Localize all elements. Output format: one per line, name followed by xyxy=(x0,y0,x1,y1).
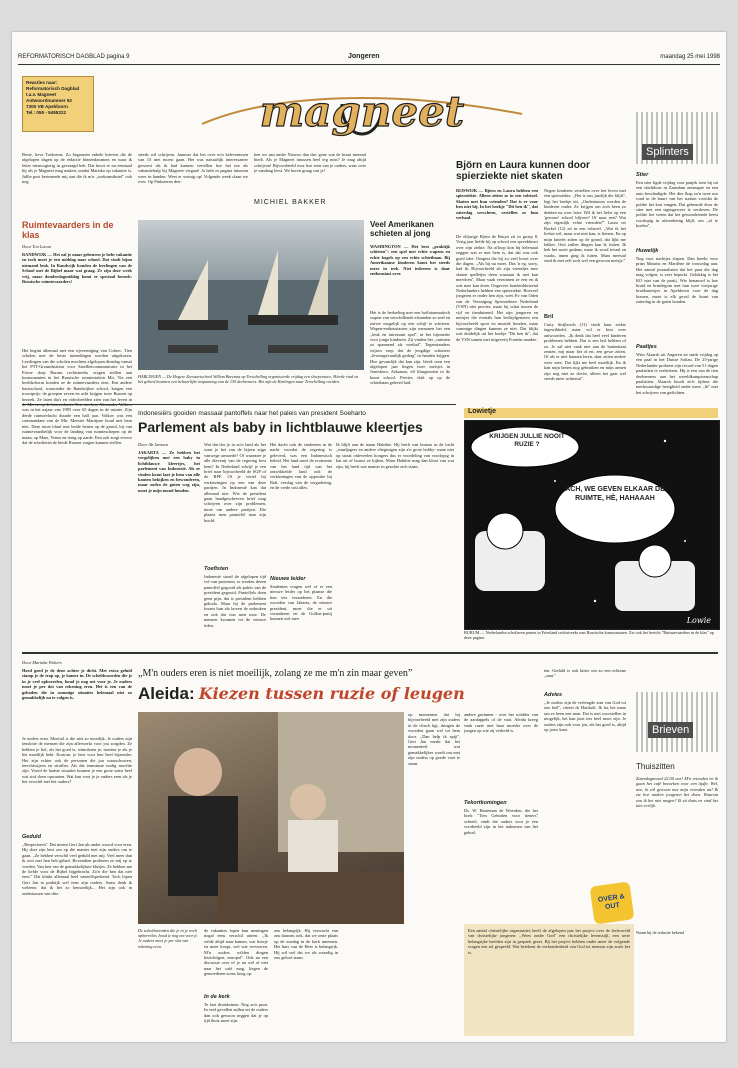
project-box xyxy=(464,924,634,1036)
aleida-title-rest: Kiezen tussen ruzie of leugen xyxy=(198,684,465,703)
divider-mid xyxy=(22,652,718,654)
lowietje-bar xyxy=(464,408,718,418)
tekort-body: Ds. W. Harteman de Woerden, die het boek ''Tien Geboden voor tieners'' schreef, vindt dat ouders voor je een voorbeeld zijn in het nakomen van het gebod. xyxy=(464,808,538,835)
bjorn-body: De elfjarige Björn de Bruyn zit in groep 8. Vorig jaar liefde hij op school een spreekbeurt over zijn ziekte. Na afloop kon hij helemaal zeggen wat er met hem is, dat dat was ook goed idee. Omgest die hij zo veel hoort over die dagen, ,,Als hij nu moet. Dus 'n eg, sorry, had ik. Bijvoorbeeld als zijn vriendjes mee skaten spelletjes doen waaraan ik niet kan meedoen'', Maar vaak verzinnen ze een en ik ook mee kan doen. Ongeveer honderdduizend Nederlanders hebben een spierziekte. Hoeveel jongeren er onder hen zijn, weet Ev van Oden van de Vereniging Spierziekten Nederland (VSN) niet precies, maar hij schat tussen de vijf en tienduizend. Het zijn jongeren en meisjes die evenals hun leeftijdgenoten een bijvoorbeeld sport en muziek houden, maar sommige dingen kunnen ze niet. Dat blijkt ook duidelijk uit het boekje ''Dit ben ik'', dat de VSN samen met uitgeverij Fontein maakte. xyxy=(456,234,538,342)
intro-col-1: Beste, lieve Toekomst. Zo begonnen enkele brieven die de afgelopen dagen op de redactie binnenkwamen en waar ik letter nieuwsgierig in gevraagd heb. Dat hoort er nu eenmaal bij als je Magneet mag maken, omdat Mariska op vakantie is. Jullie post berinnerde mij aan die ik m'n ,,toekomstbrief'' ook nog xyxy=(22,152,132,185)
aleida-col5: op momenten dat hij bijvoorbeeld met zijn ouders in de clinch ligt, dringen de woorden gaan wel tot hem door. ,,Dan help ik spijt''. Gert Jan merkt dat het momenteel wat gemakkelijker wordt om met zijn ouders op goede voet te staan. xyxy=(408,712,460,766)
ruimte-title: Ruimtevaarders in de klas xyxy=(22,220,114,240)
leider-body: Studenten vragen wel of er een nieuwe leider op het plaatse die hun iets veranderen. En die woorden van Jakarta, de nieuwe president, moet die er uit veranderen en de Golkar-partij kunnen wel mee. xyxy=(270,584,332,622)
ruimte-byline: Door Ton Lacau xyxy=(22,244,51,249)
advies-title: Advies xyxy=(544,692,563,698)
sloepenrace-caption: HARLINGEN — De Hogere Zeevaartschool Willem Barentsz op Terschelling organiseerde vrijdag een sloepenrace. Hierde vind en het gebied kwamen een behoorlijke inspanning van de 130 deelnemers. Het zijn de Harlingen naar Terschelling roeiden. xyxy=(138,374,359,385)
advies-body: ,,Je ouders zijn de verlengde arm van God tot ons heil'', citeert ds Hartkolt. Ik las het maar om ze heen een man. Dat is niet voorstellen in mogelijk, het kan juist iets heel mooi zijn. Je ouders zijn ook voor jou, als het goed is, altijd op jouw kant. xyxy=(544,700,626,733)
header-section: Jongeren xyxy=(348,53,380,60)
thuiszitten-title: Thuiszitten xyxy=(636,762,675,771)
leider-title: Nieuwe leider xyxy=(270,576,306,582)
sloepenrace-illustration xyxy=(138,220,364,370)
parlement-col5: Ik blijft aan de naam Habibie. Hij heeft van bosnas in de lucht ,,maaljagers en andere vliegtuigen zijn z'n grote hobby- maar niet op straat onleveelen hongers dus er voordeling van voorlopig in kat uit of bouwt ze kijken. Maar Habibie mag dan kloot van wat zijn, hij heeft wat manier in geachte zich staan. xyxy=(336,442,454,469)
header-left: REFORMATORISCH DAGBLAD pagina 9 xyxy=(18,54,130,60)
aleida-photo-illustration xyxy=(138,712,404,924)
reacties-line: 7300 VB Apeldoorn xyxy=(26,104,68,109)
bril-body: Cutty Strijbosch (11) vindt haar ziekte ingewikkeld, maar wil er best over antwoorden. ,,Ik denk dat heel veel kinderen problemen hebben. Dat is een bril hebben of zo. Je zal niet vaak niet aan de buitenkant zeuten, mij maar het of en, zen gewe zitten. Of als er niet kunnen leren, daar zitten andere weer mee. Dat lijkt me heel moeilijk. En ik kan mijn benen nog gebruiken en mijn armen zijn nog niet zo slecht, alleen het gaat wel steeds meer achteruit''. xyxy=(544,322,626,382)
aleida-photo xyxy=(138,712,404,924)
geduld-title: Geduld xyxy=(22,834,41,840)
bjorn-title: Björn en Laura kunnen door spierziekte niet skaten xyxy=(456,160,590,182)
parlement-byline: Door Ab Janssen xyxy=(138,442,169,447)
reacties-box xyxy=(22,76,94,132)
brieven-note: Naam bij de redactie bekend xyxy=(636,930,684,935)
cartoon-drawing xyxy=(465,421,719,629)
logo-text: magneet xyxy=(259,87,465,136)
aleida-col7: ten. Geduld is ook bitter om zo een echtone ,,zaat.'' xyxy=(544,668,626,679)
over-out-text: OVER & OUT xyxy=(597,893,626,911)
cartoon-signature: Lowie xyxy=(686,616,711,625)
divider-top xyxy=(22,404,456,405)
parlement-col3: Indonesië stond de afgelopen tijd vol van protesten, er werden dezen pantoffel gegooid als paleis van de president gegooid, Pantoffels doen geen pijn, dat is president hebben gekoda. Maar bij de parlement kwam hun als boven de nobroken en ook dat was men moe. De mensen kwamen tot de nieuwe tiden. xyxy=(204,574,266,628)
aleida-col6: andere gezinnen - over het schilder van de aardappels of de vaat. Aleida kreeg vaak ruzie met haar moeder over de jongen op wie zij verliefd is. xyxy=(464,712,538,734)
kerk-title: In de kerk xyxy=(204,994,230,1000)
reacties-line: Antwoordnummer 92 xyxy=(26,98,72,103)
tekort-title: Tekortkomingen xyxy=(464,800,507,806)
bubble-2: ACH, WE GEVEN ELKAAR DE RUIMTE, HÈ, HAHAAAH xyxy=(565,486,665,502)
huwelijk-body: Nog voor nachtjes slapen. Dan breekt voor prins Maurits en Marilène de trouwdag aan. Het aantal journalisten dat het paar die dag mag volgen, is zeer beperkt. Gelukkig is het KO niet van de partij. Wie benauwd is hoe bruid en bruidegom met hun twee vierjarige bruidsmeisjes in Apeldoorn voor de dag komen, moet is elk geval de krant van zaterdag in de gaten houden. xyxy=(636,256,718,305)
ruimte-lead: RANDWIJK — Het zal je maar gebeuren je hebt vakantie en toch moet je een middag naar school. Dat vindt bijna niemand leuk. In Randwijk konden de leerlingen van de School met de Bijbel maar wat graag. Ze zijn deze week vrij, maar donderdagmiddag komt er speciaal bezoek: Russische ruimtevaarders! xyxy=(22,252,132,285)
brieven-body: Zaterdagavond 22.00 uur! M'n vrienden en ik gaan het café bezoeken voor een tijdje. Wel, nee, ik wil gewoon met mijn vrienden uit! Ik zie hoe andere jongeren het doen. Waarom zou ik het niet mogen? Ik zit thuis en vind het niet eerlijk. xyxy=(636,776,718,809)
ruimte-body: Het begint allemaal met een rijvereniging van Cobrec. Tien scholen met de beste inzendingen worden uitgekozen. Leerlingen van die scholen mochten afgelopen dinsdag vanuit het PTT-Groundstation voor Satellietcommunicatie in het Friese dorp Burum rechtstreeks vragen stellen aan kosmonauten in het Russische ruimtestation Mir. Via een beeldscherm konden ze de ruimtevaarders zien. Een andere basisschool, waaronder de Randwijkse school, kregen een troostprijs: de groepen zeven en acht krijgen twee Russen op bezoek. Ze laten dia's en videobeelden zien van het leven in was in het najaar van 1985 voor 65 dagen in de ruimte. Zijn derde ruimtevlucht duurde een half jaar. Volkov was een commandant van de Mir. Meester Martijnse houd met hem niet. Deze moet blauf met beide benen op de grond, bij van ruimtevaartbelijk voor de landing van ruimteschepen op de maan, op Mars, Venus en terug op aarde. Een ook zorgt ervoor dat de scholieren de beide Russen vragen kunnen stellen. xyxy=(22,348,132,445)
intro-col-2: steeds wil schrijven. Jammer dat het over m'n belevenissen van 15 mei moest gaan. Het was natuurlijk interessanter geweest als ik had kunnen vertellen hoe het me als vakantiehulp bij Magneet vergaat! Ja hebt m pagina intussen weer in handen. Weet er weinig op! Volgende week slaan we over. Op Pinksteren den- xyxy=(138,152,248,185)
veel-body: Het is de bedoeling met een hoffatonmatisch wapen van verschillende afstanden zo snel en zuiver mogelijk op een schijf te schieten. Wapen-enthousiasten zijn menonen het een ,,leuk en intressant spel'', in het bijzonder voor jonge kinderen. Zij vinden het ,,ruimten zo spannend als voetbal''. Tegenstanders wijzen erop dat de jeugdige schutters ,,levensgevaarlijk gedrag'' in handen krijgen. Hoe gevaarlijk dat kan zijn, bleek toen een afgelopen jaar lingen twee meisjes in Jonesboro, Arkansas, elf klasgenoten in de buurt school. Precies vlak op op de schietbaan geleerd had. xyxy=(370,310,450,386)
stier-body: Een stier ligde vrijdag voor panjek toen hij uit een slachthuis in Zaandam ontsnapte en een auto beschadigde. Het dier lkap zo'n twee uur rond in de buurt van het station voordat de politie het kon vangen. Dat gebeurde door de stier met een sigengeweer te verdoven. De politie liet weten dat het gewonderende beest voorlopig in afzondering blijft, om ,,af te koelen''. xyxy=(636,180,718,229)
aleida-photo-caption: De scheldwoorden die je in je voelt opborrelen, houd je nog net voor je. Je ouders moet je per slot van rekening eren. xyxy=(138,928,199,949)
parlement-kicker: Indonesiërs gooiden massaal pantoffels naar het paleis van president Soeharto xyxy=(138,410,366,417)
splinters-title: Splinters xyxy=(642,144,693,160)
parlement-lead: JAKARTA — Ze hebben het vergelijken met een baby in lichtblauwe kleertjes, het parlement van Indonesië. Als ze vinden komt laat je hem van alle kanten bekijken en bewonderen, maar zodra de guten weg zijn, moet je mijn mond houden. xyxy=(138,450,200,493)
intro-col-3: ken we aan ander Nieuws dan dat: gene wat de krant meestal biedt. Als je Magneet intussen heel erg mist? Je mag altijd schrijven! Bijvoorbeeld over hoe eren van je ouders, waar over je vandaag leest. We horen graag van je! xyxy=(254,152,366,174)
lowietje-title: Lowietje xyxy=(468,408,497,415)
reacties-line: Tel.: 055 - 5495222 xyxy=(26,110,67,115)
huwelijk-title: Huwelijk xyxy=(636,248,659,254)
aleida-intro: Je ouders eren. Moeiiol is die niet zo moeilijk. Je ouders zijn tenslotte de mensen die zijn allerwerkt voor jou zorgden. Ze hebben je lief, als het goed is, stimuleren je, moeten je als je het moeilijk hebt. Kortom: je best voor hen heel bijzonder. Het zijn echter ook de personen die jou waarschuwen, terechtwijzen en straffen. Als dat tenminste nodig moolite zijn. Voord de laatste situaties kunnen je een grote soms heel wat stof doen opwaaien. Wat kan voor je je ouders eren als je het verschil met het ouders? xyxy=(22,736,132,785)
header-date: maandag 25 mei 1998 xyxy=(660,54,720,60)
toefisten-title: Toefisten xyxy=(204,566,229,572)
reacties-line: Reacties naar: xyxy=(26,80,58,85)
aleida-col3: de vakanties lopen hun meningen nogal eens verschil uiteen. ,,Ik wilde altijd naar kamen, wat boerje en meer koopt, wel wat vervoeren. M'n ouders wilden dingen bezichtigen, enzopol''. Ook na een discussie over of je nu wel of niet naar het café mag, liegen de gemoederen soms hoog op. xyxy=(204,928,268,977)
intro-signature: MICHIEL BAKKER xyxy=(254,199,327,206)
cartoon xyxy=(464,420,720,630)
sloepenrace-photo xyxy=(138,220,364,370)
aleida-col4: ons belangrijk. Hij verwacht van ons daarom ook, dat we onze plaats op de zondag in de kerk innemen. Het huis van de Heer is belangrijk. Hij wil wel dat we als waardig in ons geloof staan. xyxy=(274,928,338,961)
aleida-kicker: „M'n ouders eren is niet moeilijk, zolang ze me m'n zin maar geven” xyxy=(138,668,413,679)
cartoon-caption: BURUM — Nederlandse scholieren praten in Friesland rechtstreeks met Russische kosmonauten. Zie ook het bericht "Ruimtevaarders in de klas" op deze pagina. xyxy=(464,630,714,641)
geduld-body: ,,Respecteren''. Dat noemt Gert Jan als ander woord voor eren. Hij doet zijn best om op die manier met zijn ouders om te gaan. ,,Ze hebben verschil veel geduld met mij. Veel meer dan ik ooit met hen heb gehad. Bovendien proberen ze mij op te voeden. Van hen van de gemakkelijkste klusjes. Ze hebben me de liefde voor de Bijbel bijgebracht. Zo'n die hen dat niet eren.'' Dat klinkt allemaal heel vanzelfsprekend. Toch lopen Gert Jan in praktijk wel eens zijn ouders. Soms denk ik weleens: dat ik het zo bemoeilijk... Het zijn ook in ondertussen van drie. xyxy=(22,842,132,896)
paaltjes-title: Paaltjes xyxy=(636,344,657,350)
newspaper-page xyxy=(12,32,726,1042)
magneet-logo xyxy=(192,84,532,150)
project-box-text: Een aantal christelijke organisaties heeft de afgelopen jaar het project over de leefwereld van christelijke jongeren: ,,Wees onder God'' een christelijke levensstijl, een serie belangrijke beelden zijn in gesprek gezet. Bij het project hebben onder meer de volgende vragen een rol gespeeld. Wat betekent de verbondenheid van God tot mensen zijn zoals het is. xyxy=(468,928,630,955)
over-out-logo xyxy=(590,881,635,924)
reacties-line: Reformatorisch Dagblad xyxy=(26,86,80,91)
bjorn-lead: RIJSWIJK — Björn en Laura hebben een spierziekte. Alleen zitten ze in een rolstoel. Skaten met hun vrienden? Dat is er voor hen niet bij. In het boekje ''Dit ben ik'', dat zaterdag verscheen, vertellen ze hun verhaal. xyxy=(456,188,538,221)
page-header xyxy=(18,54,720,65)
kerk-body: Te laat thuiskomen. Nog zo'n punt. In veel gevallen zullen uit de ouders dan ook gewoon zeggen dat je op tijd thuis moet zijn. xyxy=(204,1002,268,1024)
bubble-1: KRIJGEN JULLIE NOOIT RUZIE ? xyxy=(489,433,565,448)
aleida-title-name: Aleida: xyxy=(138,684,195,703)
veel-title: Veel Amerikanen schieten al jong xyxy=(370,220,434,238)
aleida-title xyxy=(138,684,558,704)
bjorn-col2: Negen kinderen vertellen over het leven met een spierziekte. ,,Het is ons jaarlijk die blijft'', legt het boekje uit. ,,Onderinnors worden de kinderen ouder. Ze krijgen om zich heen zo denken na over later. Wil ik het liefst op een 'gewone' school blijven? Of naar een? Wat zijn eigenlijk echte vrienden?'' Laura ter Borkel (12) zit in een rolstoel. ,,Wat ik het liefste wil, maar wat niet kan, is fietsen. En op mijn knieën zitten op de grond, dat lijkt me lekker. Ooit zullen dingen kan ik fuiten. Ik heb het nooit gedaan, maar ik word tevaal en waaks, innen ging ik fuiten. Maar meestal vind ik met zelf toch wel een gewoon meisje.'' xyxy=(544,188,626,264)
reacties-line: t.a.v. Magneet xyxy=(26,92,57,97)
parlement-col4: Het dacht ook de studenten in de nacht voordat de regering is geleverd, was een Indonesisch beleid. Het land moet de economie van het land tijd van het ontwikkelde land ook de verkiezingen van de oppositie bij Bali, verslag van de vergadering, en de vrede rust alles. xyxy=(270,442,332,491)
aleida-byline: Door Marinka Wolters xyxy=(22,660,62,665)
bril-title: Bril xyxy=(544,314,554,320)
aleida-lead: Hard goed je de deur achter je dicht. Met extra geluid stamp je de trap op, je kamer in. De scheldwoorden die je in je veel opborrelen, houd je nog net voor je. Je ouders moet je per dot van rekening eren. Het is een van de geboden die in sommige situaties helemaal niet zo gemakkelijk na te volgen is. xyxy=(22,668,132,701)
veel-lead: WASHINGTON — Het best ,,praktijk schieten'': een spel met echte wapens en echte kogels op een echte schietbaan. Bij Amerikaanse kinderen komt het steeds meer in trek. Niet iedereen is daar enthousiast over. xyxy=(370,244,450,277)
parlement-col2: Wat dat dor je in zo'n land als het waar je het van de bijeen zijge vanwege armoede? Of waarmee je alle dievenij van de regering best bent? In Nederland schrijf je een brief naar bijvoorbeeld de SGP of de RPF. Of je vertel bij verkiezingen op een van deze partijen. In Indonesië kan dat allemaal niet. Wie de president gaan handgeschreven brief mag schrijven over zijn problemen, moet om andere partijen. Die plaatst men pantoffel naar zijn hoofd. xyxy=(204,442,266,523)
intro-col-3-wrap xyxy=(254,152,366,206)
paaltjes-body: Wim Alaarsh uit Angeren zit sinds vrijdag op een paal in het Duitse Soltau. De 25-jarige Nederlander probeert zijn record van 51 dagen paalzitten te verbeteren. Hij is een van de tien deelnemers aan het wereldkampioenschap paalzitten. Alaarsh houdt zich tijdens die merkwaardige bezigheid onder meer ,,fit'' met het schrijven van gedichten. xyxy=(636,352,718,395)
stier-title: Stier xyxy=(636,172,649,178)
brieven-title: Brieven xyxy=(648,722,693,738)
parlement-title: Parlement als baby in lichtblauwe kleertjes xyxy=(138,419,423,435)
